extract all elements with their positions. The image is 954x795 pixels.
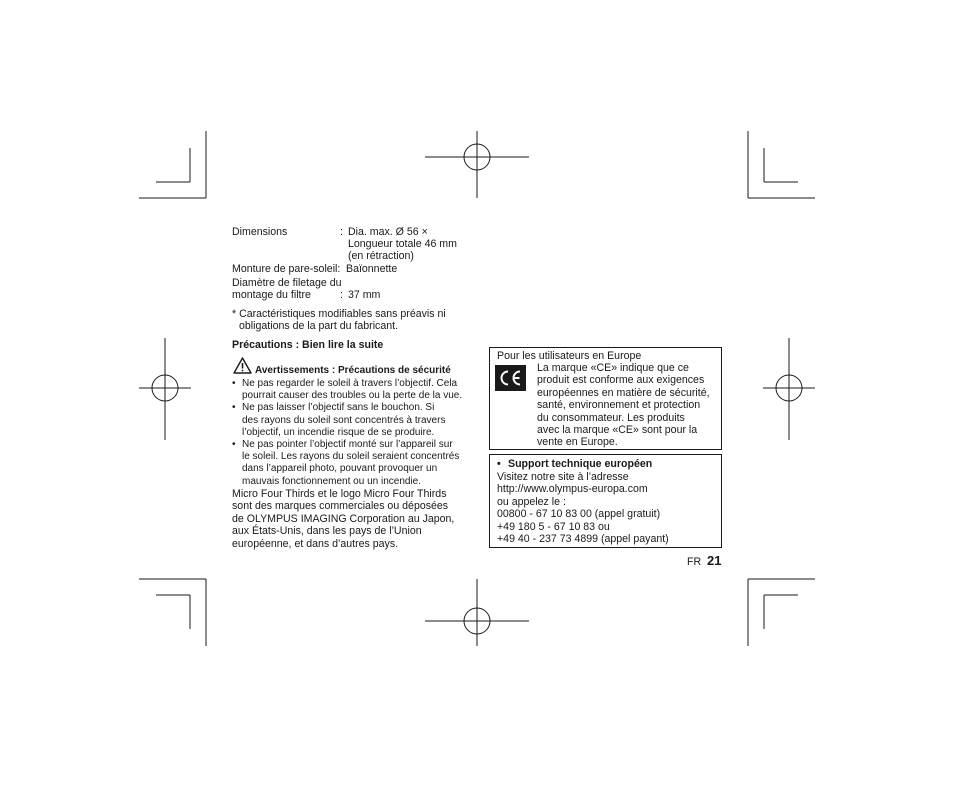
ce-line: santé, environnement et protection xyxy=(537,399,701,412)
spec-value: Baïonnette xyxy=(346,263,398,275)
support-url: http://www.olympus-europa.com xyxy=(497,483,648,496)
trademark-line: Micro Four Thirds et le logo Micro Four Thirds xyxy=(232,488,447,500)
support-phone: 00800 - 67 10 83 00 (appel gratuit) xyxy=(497,508,661,521)
ce-line: La marque «CE» indique que ce xyxy=(537,362,689,374)
warning-line: l’objectif, un incendie risque de se produire. xyxy=(242,426,435,438)
bullet: • xyxy=(232,378,236,389)
list-item xyxy=(232,402,472,439)
spec-value: (en rétraction) xyxy=(348,250,414,262)
warning-line: Ne pas regarder le soleil à travers l’objectif. Cela xyxy=(242,378,458,389)
bullet: • xyxy=(497,458,501,470)
spec-value: Dia. max. Ø 56 × xyxy=(348,226,428,238)
spec-note: obligations de la part du fabricant. xyxy=(239,320,399,332)
support-title: Support technique européen xyxy=(508,458,653,470)
trademark-line: sont des marques commerciales ou déposées xyxy=(232,500,449,513)
spec-value: Longueur totale 46 mm xyxy=(348,238,457,250)
spec-note: * Caractéristiques modifiables sans préavis ni xyxy=(232,308,446,320)
spec-label-filter-thread: Diamètre de filetage du xyxy=(232,277,342,289)
list-item xyxy=(232,378,472,402)
warning-line: dans l’appareil photo, pouvant provoquer un xyxy=(242,463,438,475)
ce-line: avec la marque «CE» sont pour la xyxy=(537,424,698,437)
ce-line: vente en Europe. xyxy=(537,436,618,449)
ce-line: produit est conforme aux exigences xyxy=(537,374,705,387)
trademark-notice xyxy=(232,488,454,550)
spec-label-dimensions: Dimensions xyxy=(232,226,288,238)
spec-label-filter-thread: montage du filtre xyxy=(232,289,311,301)
list-item xyxy=(232,439,472,488)
bullet: • xyxy=(232,439,236,451)
spec-colon: : xyxy=(340,226,343,238)
europe-users-box xyxy=(489,347,722,450)
ce-line: du consommateur. Les produits xyxy=(537,411,685,424)
warning-triangle-icon xyxy=(233,357,252,374)
page-number: 21 xyxy=(707,553,722,568)
support-phone: +49 180 5 - 67 10 83 ou xyxy=(497,520,610,533)
ce-description xyxy=(537,362,710,449)
warning-line: le soleil. Les rayons du soleil seraient concentrés xyxy=(242,451,460,463)
support-line: ou appelez le : xyxy=(497,495,566,508)
footer-language: FR xyxy=(687,556,702,568)
support-phone: +49 40 - 237 73 4899 (appel payant) xyxy=(497,533,669,546)
spec-colon: : xyxy=(340,289,343,301)
support-line: Visitez notre site à l’adresse xyxy=(497,471,629,483)
warning-line: Ne pas pointer l’objectif monté sur l’appareil sur xyxy=(242,439,453,451)
warning-line: mauvais fonctionnement ou un incendie. xyxy=(242,475,422,487)
ce-mark-icon xyxy=(495,365,526,391)
warnings-list xyxy=(232,378,472,488)
support-details xyxy=(497,471,669,545)
spec-value: 37 mm xyxy=(348,289,381,301)
trademark-line: européenne, et dans d’autres pays. xyxy=(232,537,399,550)
warning-heading: Avertissements : Précautions de sécurité xyxy=(255,365,451,376)
bullet: • xyxy=(232,402,236,414)
precautions-title: Précautions : Bien lire la suite xyxy=(232,339,384,351)
warning-line: Ne pas laisser l’objectif sans le bouchon. Si xyxy=(242,402,435,414)
ce-line: européennes en matière de sécurité, xyxy=(537,386,710,399)
europe-box-title: Pour les utilisateurs en Europe xyxy=(497,350,642,362)
warning-line: des rayons du soleil sont concentrés à travers xyxy=(242,414,446,426)
support-box xyxy=(489,454,722,548)
trademark-line: de OLYMPUS IMAGING Corporation au Japon, xyxy=(232,512,455,525)
warning-line: pourrait causer des troubles ou la perte de la vue. xyxy=(242,390,463,402)
trademark-line: aux États-Unis, dans les pays de l’Union xyxy=(232,525,422,538)
spec-label-hood-mount: Monture de pare-soleil: xyxy=(232,263,341,275)
